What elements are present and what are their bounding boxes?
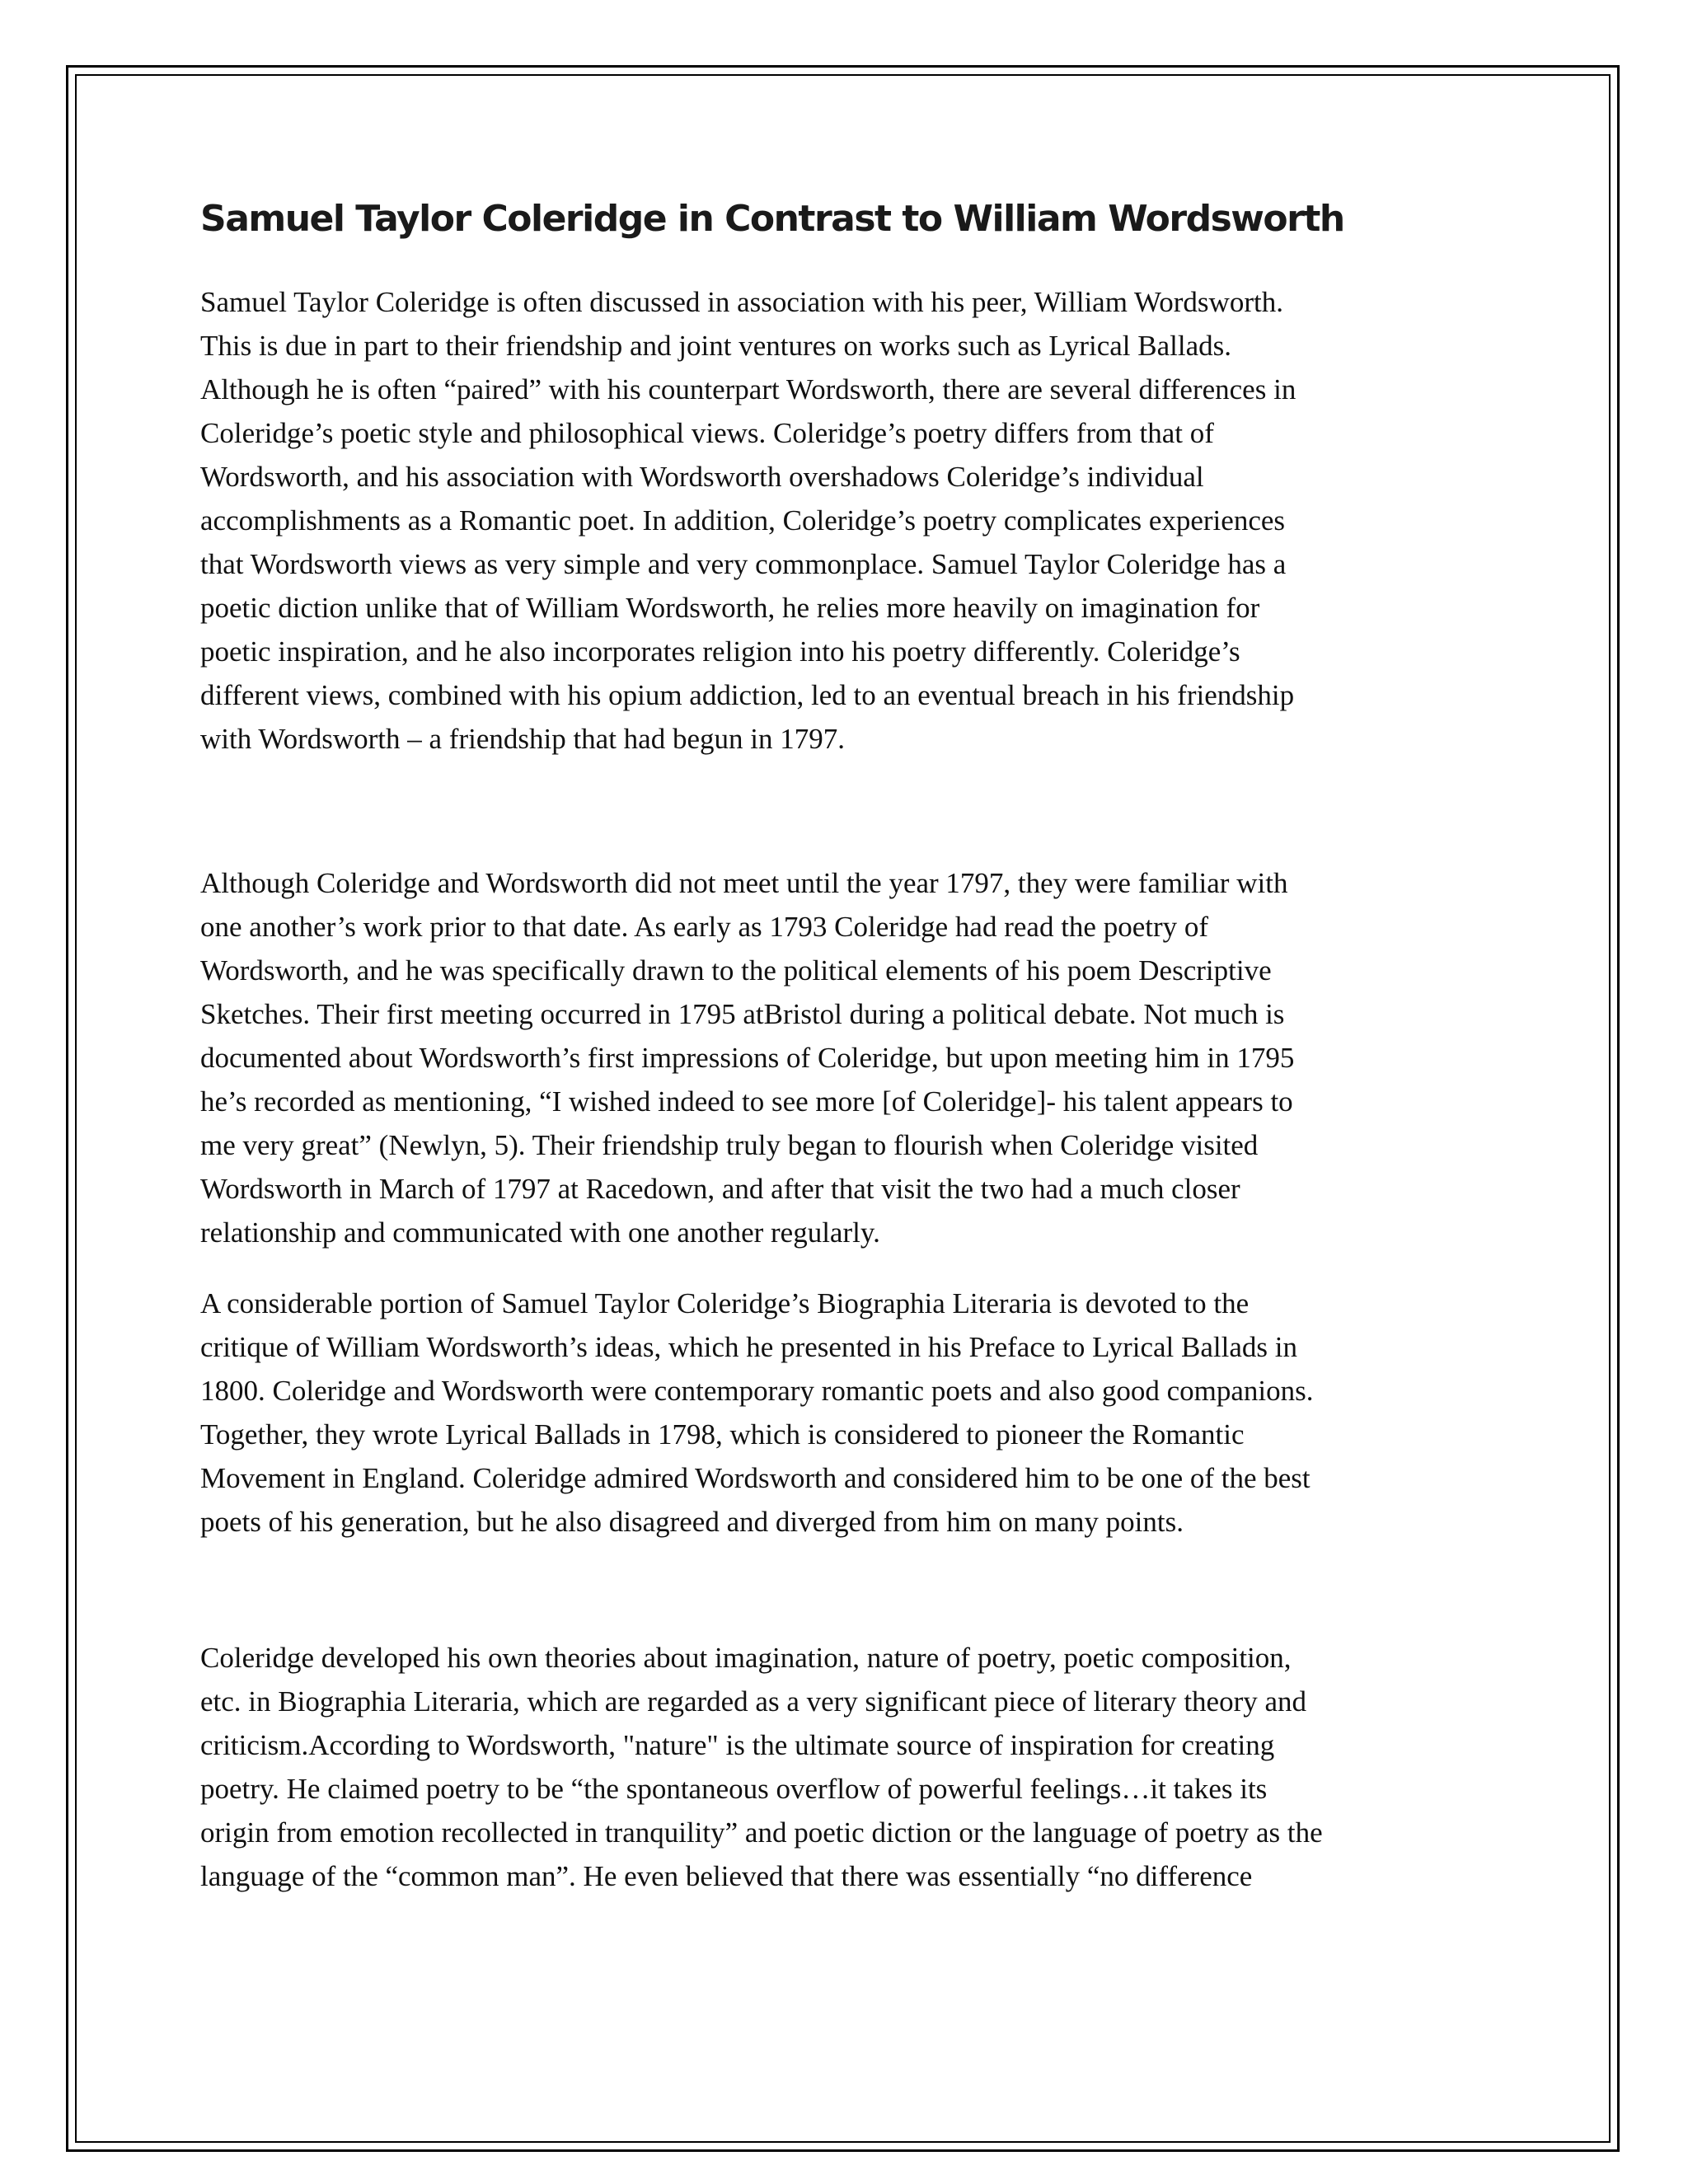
text-line: origin from emotion recollected in tranquility” and poetic diction or the language of poetry as the bbox=[200, 1816, 1323, 1849]
text-line: Samuel Taylor Coleridge is often discussed in association with his peer, William Wordsworth. bbox=[200, 286, 1283, 318]
text-line: critique of William Wordsworth’s ideas, which he presented in his Preface to Lyrical Ballads in bbox=[200, 1331, 1297, 1363]
text-line: accomplishments as a Romantic poet. In addition, Coleridge’s poetry complicates experiences bbox=[200, 504, 1286, 537]
paragraph-4 bbox=[200, 1636, 1323, 1898]
text-line: with Wordsworth – a friendship that had begun in 1797. bbox=[200, 723, 845, 755]
text-line: criticism.According to Wordsworth, "nature" is the ultimate source of inspiration for creating bbox=[200, 1729, 1275, 1761]
text-line: Together, they wrote Lyrical Ballads in 1798, which is considered to pioneer the Romantic bbox=[200, 1418, 1245, 1451]
text-line: Coleridge developed his own theories about imagination, nature of poetry, poetic composition, bbox=[200, 1642, 1292, 1674]
text-line: documented about Wordsworth’s first impressions of Coleridge, but upon meeting him in 1795 bbox=[200, 1042, 1295, 1074]
paragraph-1 bbox=[200, 280, 1296, 761]
text-line: poetic diction unlike that of William Wordsworth, he relies more heavily on imagination for bbox=[200, 592, 1260, 624]
text-line: poetry. He claimed poetry to be “the spontaneous overflow of powerful feelings…it takes its bbox=[200, 1773, 1268, 1805]
text-line: me very great” (Newlyn, 5). Their friendship truly began to flourish when Coleridge visited bbox=[200, 1129, 1259, 1161]
paragraph-2 bbox=[200, 861, 1294, 1254]
text-line: 1800. Coleridge and Wordsworth were contemporary romantic poets and also good companions. bbox=[200, 1375, 1314, 1407]
text-line: Movement in England. Coleridge admired Wordsworth and considered him to be one of the best bbox=[200, 1462, 1311, 1494]
text-line: Although Coleridge and Wordsworth did not meet until the year 1797, they were familiar with bbox=[200, 867, 1288, 899]
text-line: relationship and communicated with one another regularly. bbox=[200, 1216, 880, 1249]
text-line: Wordsworth, and he was specifically drawn to the political elements of his poem Descriptive bbox=[200, 954, 1272, 987]
text-line: Wordsworth in March of 1797 at Racedown, and after that visit the two had a much closer bbox=[200, 1173, 1240, 1205]
text-line: A considerable portion of Samuel Taylor Coleridge’s Biographia Literaria is devoted to the bbox=[200, 1287, 1250, 1319]
text-line: one another’s work prior to that date. As early as 1793 Coleridge had read the poetry of bbox=[200, 911, 1209, 943]
text-line: Sketches. Their first meeting occurred in 1795 atBristol during a political debate. Not much is bbox=[200, 998, 1285, 1030]
paragraph-3 bbox=[200, 1282, 1314, 1544]
text-line: Coleridge’s poetic style and philosophical views. Coleridge’s poetry differs from that of bbox=[200, 417, 1214, 449]
text-line: that Wordsworth views as very simple and very commonplace. Samuel Taylor Coleridge has a bbox=[200, 548, 1287, 580]
text-line: poets of his generation, but he also disagreed and diverged from him on many points. bbox=[200, 1506, 1184, 1538]
text-line: This is due in part to their friendship and joint ventures on works such as Lyrical Ballads. bbox=[200, 330, 1232, 362]
text-line: language of the “common man”. He even believed that there was essentially “no difference bbox=[200, 1860, 1253, 1892]
text-line: Wordsworth, and his association with Wordsworth overshadows Coleridge’s individual bbox=[200, 461, 1204, 493]
text-line: poetic inspiration, and he also incorporates religion into his poetry differently. Coleridge’s bbox=[200, 635, 1240, 668]
document-title: Samuel Taylor Coleridge in Contrast to William Wordsworth bbox=[200, 198, 1344, 240]
text-line: he’s recorded as mentioning, “I wished indeed to see more [of Coleridge]- his talent appears to bbox=[200, 1085, 1293, 1118]
text-line: etc. in Biographia Literaria, which are regarded as a very significant piece of literary theory and bbox=[200, 1685, 1307, 1718]
text-line: Although he is often “paired” with his counterpart Wordsworth, there are several differences in bbox=[200, 373, 1296, 405]
text-line: different views, combined with his opium addiction, led to an eventual breach in his friendship bbox=[200, 679, 1295, 711]
